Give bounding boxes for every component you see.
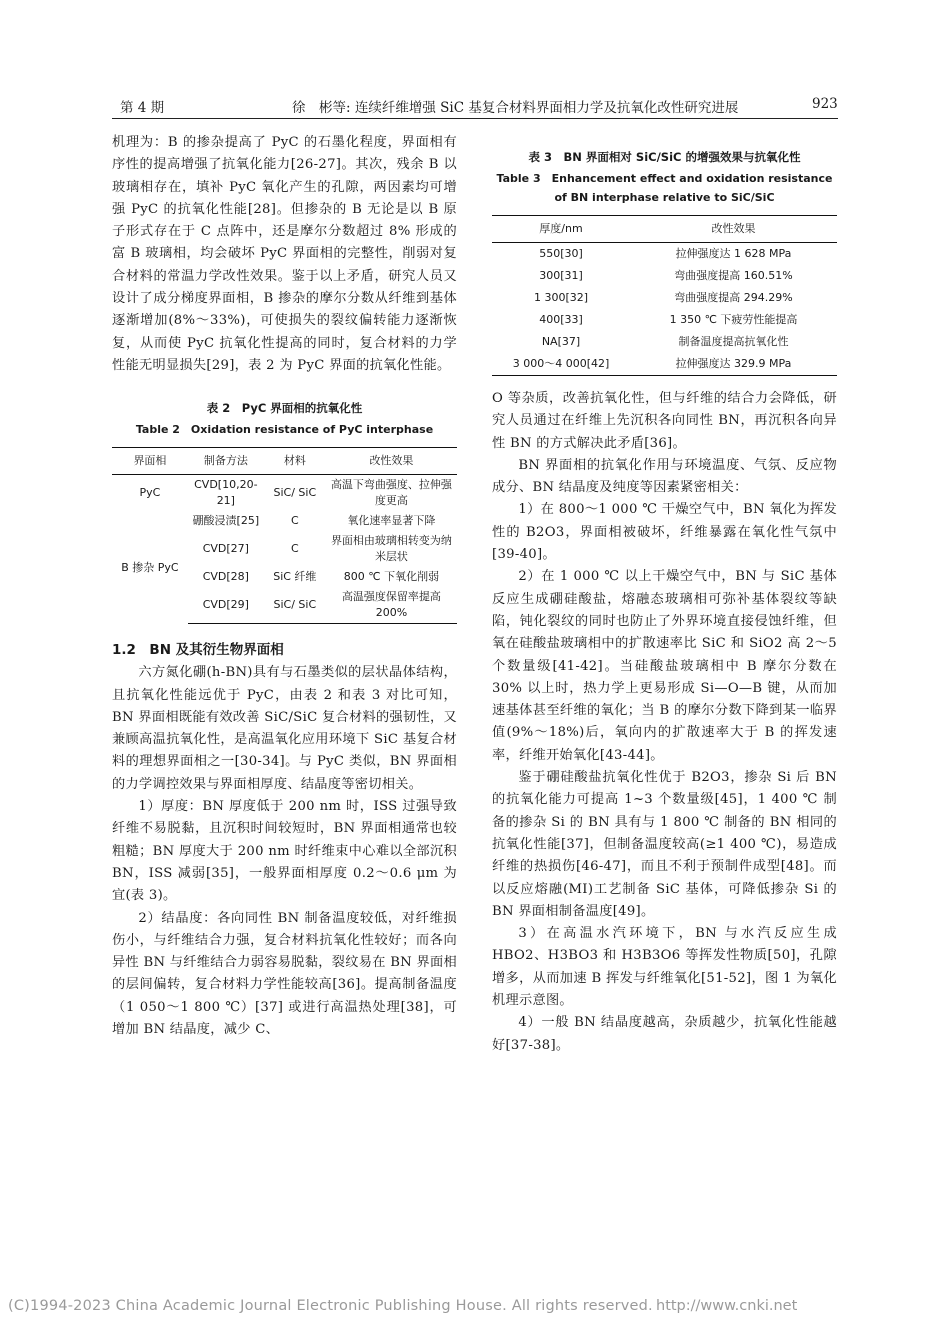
header-rule: [112, 118, 838, 119]
right-paragraph-3: 1）在 800～1 000 ℃ 干燥空气中，BN 氧化为挥发性的 B2O3，界面相被破坏，纤维暴露在氧化性气氛中[39-40]。: [492, 502, 837, 563]
header-title: 徐 彬等: 连续纤维增强 SiC 基复合材料界面相力学及抗氧化改性研究进展: [292, 100, 739, 116]
left-paragraph-4: 2）结晶度：各向同性 BN 制备温度较低，对纤维损伤小，与纤维结合力强，复合材料抗氧化性较好；而各向异性 BN 与纤维结合力弱容易脱黏，裂纹易在 BN 界面相的层间偏转，复合材料力学性能较高[36]。提高制备温度（1 050～1 800 ℃）[37] 或进行高温热处理[38]，可增加 BN 结晶度，减少 C、: [112, 910, 457, 1038]
left-column: [112, 132, 457, 1041]
table2-caption-cn: 表 2 PyC 界面相的抗氧化性: [206, 401, 363, 416]
table3-cell-effect: 1 350 ℃ 下疲劳性能提高: [669, 313, 798, 326]
table3-cell-effect: 拉伸强度达 329.9 MPa: [630, 353, 837, 376]
table3-caption-en: Table 3 Enhancement effect and oxidation resistance of BN interphase relative to SiC/SiC: [496, 172, 833, 204]
table2-cell-method: CVD[27]: [202, 542, 249, 556]
table2-cell-phase: B 掺杂 PyC: [121, 560, 179, 574]
table2-cell-effect: 800 ℃ 下氧化削弱: [343, 570, 440, 584]
table2-cell-effect: 界面相由玻璃相转变为纳米层状: [330, 534, 452, 564]
table2-cell-effect: 高温下弯曲强度、拉伸强度更高: [330, 478, 452, 508]
table-row: [492, 353, 837, 376]
table2-cell-material: SiC/ SiC: [273, 486, 317, 500]
right-paragraph-4: 2）在 1 000 ℃ 以上干燥空气中，BN 与 SiC 基体反应生成硼硅酸盐，熔融态玻璃相可弥补基体裂纹等缺陷，钝化裂纹的同时也防止了外界环境直接侵蚀纤维，但氧在硅酸盐玻璃相中的扩散速率比 SiC 和 SiO2 高 2～5 个数量级[41-42]。当硅酸盐玻璃相中 B 摩尔分数在 30% 以上时，热力学上更易形成 Si—O—B 键，从而加速基体甚至纤维的氧化；当 B 的摩尔分数下降到某一临界值(9%～18%)后，氧向内的扩散速率大于 B 的挥发速率，纤维开始氧化[43-44]。: [492, 569, 837, 763]
header-issue: 第 4 期: [120, 100, 165, 116]
left-paragraph-2: 六方氮化硼(h-BN)具有与石墨类似的层状晶体结构，且抗氧化性能远优于 PyC，由表 2 和表 3 对比可知，BN 界面相既能有效改善 SiC/SiC 复合材料的强韧性，又兼顾高温抗氧化性，是高温氧化应用环境下 SiC 基复合材料的理想界面相之一[30-34]。与 PyC 类似，BN 界面相的力学调控效果与界面相厚度、结晶度等密切相关。: [112, 665, 457, 792]
right-paragraph-5: 鉴于硼硅酸盐抗氧化性优于 B2O3，掺杂 Si 后 BN 的抗氧化能力可提高 1~3 个数量级[45]，1 400 ℃ 制备的掺杂 Si 的 BN 具有与 1 800 ℃ 制备的 BN 相同的抗氧化性能[37]，但制备温度较高(≥1 400 ℃)，易造成纤维的热损伤[46-47]，而且不利于预制件成型[48]。而以反应熔融(MI)工艺制备 SiC 基体，可降低掺杂 Si 的 BN 界面相制备温度[49]。: [492, 770, 837, 919]
table2-cell-method: 硼酸浸渍[25]: [192, 514, 260, 528]
table2-header-phase: 界面相: [112, 448, 188, 475]
table-row: [112, 511, 457, 531]
table2-cell-material: C: [290, 514, 299, 528]
table2-header-method: 制备方法: [188, 448, 264, 475]
table3-cell-effect: 制备温度提高抗氧化性: [678, 335, 789, 348]
table-row: [492, 243, 837, 266]
right-column: [492, 146, 837, 1057]
right-paragraph-2: BN 界面相的抗氧化作用与环境温度、气氛、反应物成分、BN 结晶度及纯度等因素紧密相关：: [492, 457, 837, 496]
table3-cell-effect: 拉伸强度达 1 628 MPa: [675, 247, 792, 260]
table3-cell-thickness: 3 000～4 000[42]: [492, 353, 630, 376]
left-paragraph-1: 机理为：B 的掺杂提高了 PyC 的石墨化程度，界面相有序性的提高增强了抗氧化能力[26-27]。其次，残余 B 以玻璃相存在，填补 PyC 氧化产生的孔隙，两因素均可增强 PyC 的抗氧化性能[28]。但掺杂的 B 无论是以 B 原子形式存在于 C 点阵中，还是摩尔分数超过 8% 形成的富 B 玻璃相，均会破坏 PyC 界面相的完整性，削弱对复合材料的常温力学改性效果。鉴于以上矛盾，研究人员又设计了成分梯度界面相，B 掺杂的摩尔分数从纤维到基体逐渐增加(8%～33%)，可使损失的裂纹偏转能力逐渐恢复，从而使 PyC 抗氧化性提高的同时，复合材料的力学性能无明显损失[29]，表 2 为 PyC 界面的抗氧化性能。: [112, 135, 457, 373]
footer-url-link[interactable]: http://www.cnki.net: [656, 1298, 798, 1314]
table3-cell-thickness: 550[30]: [539, 247, 583, 260]
table2-header-material: 材料: [264, 448, 326, 475]
table2-cell-material: SiC 纤维: [273, 570, 317, 584]
table2-cell-phase: PyC: [139, 486, 161, 500]
table3-cell-thickness: 300[31]: [539, 269, 583, 282]
table3-cell-thickness: 400[33]: [539, 313, 583, 326]
left-paragraph-3: 1）厚度：BN 厚度低于 200 nm 时，ISS 过强导致纤维不易脱黏，且沉积时间较短时，BN 界面相通常也较粗糙；BN 厚度大于 200 nm 时纤维束中心难以全部沉积 BN，ISS 减弱[35]，一般界面相厚度 0.2～0.6 μm 为宜(表 3)。: [112, 799, 457, 904]
header-page-number: 923: [812, 96, 838, 112]
table-row: [492, 309, 837, 331]
table3-cell-thickness: NA[37]: [541, 335, 581, 348]
footer-copyright: (C)1994-2023 China Academic Journal Electronic Publishing House. All rights reserved.: [8, 1298, 653, 1314]
table2-cell-effect: 氧化速率显著下降: [347, 514, 436, 528]
right-paragraph-6: 3）在高温水汽环境下，BN 与水汽反应生成 HBO2、H3BO3 和 H3B3O6 等挥发性物质[50]，孔隙增多，从而加速 B 挥发与纤维氧化[51-52]，图 1 为氧化机理示意图。: [492, 926, 837, 1009]
section-title-bn: 1.2 BN 及其衍生物界面相: [112, 642, 284, 659]
table3: [492, 215, 837, 376]
table2-cell-method: CVD[28]: [202, 570, 249, 584]
table2-cell-effect: 高温强度保留率提高 200%: [326, 587, 457, 624]
table-row: [112, 475, 457, 512]
table-row: [492, 265, 837, 287]
right-paragraph-1: O 等杂质，改善抗氧化性，但与纤维的结合力会降低，研究人员通过在纤维上先沉积各向同性 BN，再沉积各向异性 BN 的方式解决此矛盾[36]。: [492, 391, 837, 451]
table2-cell-material: SiC/ SiC: [264, 587, 326, 624]
table3-cell-thickness: 1 300[32]: [533, 291, 589, 304]
table2-cell-method: CVD[29]: [188, 587, 264, 624]
table3-cell-effect: 弯曲强度提高 160.51%: [674, 269, 793, 282]
table-row: [492, 287, 837, 309]
table2-caption-en: Table 2 Oxidation resistance of PyC interphase: [135, 423, 434, 437]
table3-header-thickness: 厚度/nm: [492, 216, 630, 243]
table2-cell-material: C: [290, 542, 299, 556]
table3-cell-effect: 弯曲强度提高 294.29%: [674, 291, 793, 304]
table-row: [492, 331, 837, 353]
table2: [112, 447, 457, 624]
right-paragraph-7: 4）一般 BN 结晶度越高，杂质越少，抗氧化性能越好[37-38]。: [492, 1015, 837, 1053]
table3-header-effect: 改性效果: [630, 216, 837, 243]
table3-caption-cn: 表 3 BN 界面相对 SiC/SiC 的增强效果与抗氧化性: [528, 150, 801, 164]
table2-cell-method: CVD[10,20-21]: [194, 478, 258, 508]
table2-header-effect: 改性效果: [326, 448, 457, 475]
